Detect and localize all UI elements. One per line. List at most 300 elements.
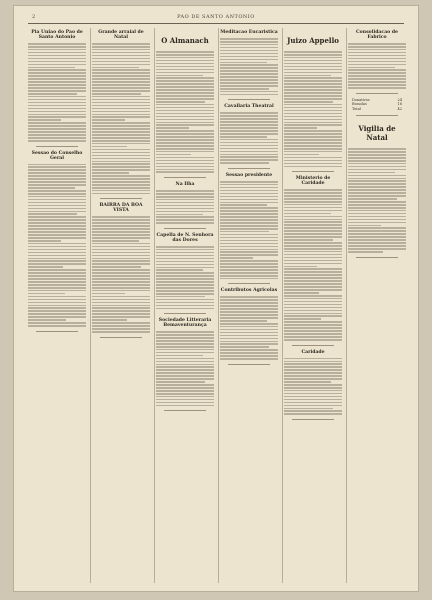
section-heading: Pia Uniao do Pao de Santo Antonio (31, 30, 83, 40)
text-line (156, 127, 189, 129)
text-line (220, 308, 278, 310)
text-line (284, 381, 331, 383)
text-line (156, 372, 214, 374)
text-line (156, 214, 203, 216)
text-line (220, 260, 278, 262)
text-line (92, 175, 150, 177)
body-text (92, 43, 150, 194)
text-line (156, 378, 214, 380)
text-line (156, 219, 214, 221)
text-line (220, 118, 278, 120)
text-line (92, 125, 150, 127)
section-heading: Consolidacao de Fabrico (356, 30, 398, 40)
text-line (348, 61, 406, 63)
text-line (92, 161, 150, 163)
text-line (348, 157, 406, 159)
text-line (284, 321, 342, 323)
text-line (28, 290, 86, 292)
text-line (348, 49, 406, 51)
text-line (92, 52, 150, 54)
text-line (284, 399, 342, 401)
text-line (156, 290, 214, 292)
text-line (28, 69, 86, 71)
text-line (220, 246, 278, 248)
text-line (284, 295, 342, 297)
text-line (156, 110, 214, 112)
text-line (284, 292, 319, 294)
text-line (28, 234, 86, 236)
text-line (220, 257, 253, 259)
text-line (220, 263, 278, 265)
text-line (284, 142, 342, 144)
text-line (348, 180, 406, 182)
text-line (92, 222, 150, 224)
section-divider (292, 171, 334, 172)
text-line (28, 169, 86, 171)
text-line (92, 255, 150, 257)
text-line (92, 299, 150, 301)
text-line (284, 133, 342, 135)
text-line (220, 338, 278, 340)
text-line (156, 122, 214, 124)
text-line (284, 221, 342, 223)
text-line (156, 361, 214, 363)
body-text (92, 216, 150, 332)
text-line (92, 114, 150, 116)
text-line (284, 393, 342, 395)
text-line (156, 116, 214, 118)
text-line (156, 222, 214, 224)
body-text (156, 331, 214, 406)
text-line (284, 66, 342, 68)
section-heading: Sessao do Conselho Geral (31, 150, 83, 161)
text-line (156, 124, 214, 126)
text-line (284, 63, 342, 65)
text-line (284, 86, 342, 88)
text-line (348, 69, 406, 71)
text-line (284, 378, 342, 380)
text-line (92, 328, 150, 330)
text-line (220, 127, 278, 129)
text-line (284, 268, 342, 270)
text-line (284, 339, 342, 341)
text-line (156, 101, 205, 103)
text-line (348, 213, 406, 215)
text-line (284, 390, 342, 392)
text-line (348, 160, 406, 162)
text-line (28, 181, 86, 183)
text-line (220, 213, 278, 215)
text-line (284, 315, 342, 317)
text-line (28, 260, 86, 262)
text-column (92, 28, 150, 583)
text-line (284, 98, 342, 100)
text-line (92, 331, 150, 333)
text-line (284, 207, 342, 209)
text-line (284, 127, 317, 129)
section-divider (292, 419, 334, 420)
text-line (284, 57, 342, 59)
text-line (156, 275, 214, 277)
text-line (28, 319, 66, 321)
text-line (220, 296, 278, 298)
text-line (284, 224, 342, 226)
text-line (28, 255, 86, 257)
text-line (28, 178, 86, 180)
text-line (28, 55, 86, 57)
section-heading: Sessao presidente (225, 172, 273, 178)
text-line (28, 325, 86, 327)
text-line (220, 219, 278, 221)
text-line (284, 116, 342, 118)
body-text (156, 51, 214, 173)
text-line (28, 205, 86, 207)
text-line (28, 225, 86, 227)
text-line (284, 251, 342, 253)
text-line (348, 183, 406, 185)
text-line (156, 160, 214, 162)
text-line (92, 122, 150, 124)
text-line (284, 89, 342, 91)
text-line (28, 52, 86, 54)
text-line (220, 154, 278, 156)
text-line (220, 62, 267, 64)
section-divider (164, 228, 206, 229)
text-line (220, 202, 278, 204)
text-line (28, 125, 86, 127)
text-line (220, 136, 267, 138)
text-line (28, 131, 86, 133)
text-line (348, 219, 406, 221)
text-line (348, 195, 406, 197)
text-line (348, 169, 406, 171)
section-divider (228, 168, 270, 169)
section-divider (36, 331, 78, 332)
text-line (156, 119, 214, 121)
text-line (156, 287, 214, 289)
text-line (92, 128, 150, 130)
text-line (284, 195, 342, 197)
text-line (92, 307, 150, 309)
text-line (156, 405, 214, 407)
text-line (28, 246, 86, 248)
text-line (92, 137, 150, 139)
text-line (220, 85, 278, 87)
body-text (284, 358, 342, 415)
text-line (220, 50, 278, 52)
text-line (28, 64, 86, 66)
text-line (156, 387, 214, 389)
text-line (156, 299, 214, 301)
text-line (284, 333, 342, 335)
text-line (220, 343, 278, 345)
text-line (284, 289, 342, 291)
section-divider (356, 93, 398, 94)
text-line (156, 346, 214, 348)
text-line (348, 84, 406, 86)
text-line (28, 114, 86, 116)
page-number: 2 (32, 14, 36, 20)
text-line (220, 323, 278, 325)
text-line (348, 75, 406, 77)
text-line (92, 246, 150, 248)
section-heading: Capella de N. Senhora das Dores (156, 232, 214, 243)
section-heading: Sociedade Litteraria Bemaventurança (158, 318, 212, 329)
text-line (28, 96, 86, 98)
text-line (220, 225, 278, 227)
text-line (220, 320, 267, 322)
text-line (92, 105, 150, 107)
text-line (156, 202, 214, 204)
text-line (156, 154, 191, 156)
column-rule (218, 28, 219, 583)
text-line (156, 261, 214, 263)
section-divider (356, 257, 398, 258)
text-line (284, 304, 342, 306)
text-line (220, 228, 278, 230)
section-heading: Meditacao Eucaristica (220, 30, 278, 35)
text-line (220, 47, 278, 49)
text-line (28, 266, 63, 268)
text-line (284, 151, 342, 153)
text-line (220, 335, 278, 337)
text-line (284, 330, 342, 332)
text-line (92, 78, 150, 80)
text-line (284, 54, 342, 56)
text-line (284, 366, 342, 368)
text-line (348, 151, 406, 153)
text-line (92, 87, 150, 89)
text-line (156, 199, 214, 201)
text-line (156, 216, 214, 218)
text-line (284, 280, 342, 282)
text-line (92, 116, 150, 118)
text-line (92, 319, 127, 321)
text-line (28, 43, 86, 45)
data-table (348, 98, 406, 112)
text-line (92, 281, 150, 283)
text-line (28, 72, 86, 74)
text-line (220, 187, 278, 189)
table-cell: 18 (397, 102, 402, 107)
text-line (92, 290, 150, 292)
text-line (284, 310, 342, 312)
text-line (156, 272, 214, 274)
text-line (348, 233, 406, 235)
text-line (92, 178, 150, 180)
text-line (92, 108, 150, 110)
section-divider (356, 115, 398, 116)
text-line (220, 231, 269, 233)
text-line (28, 128, 86, 130)
text-line (156, 75, 203, 77)
text-line (156, 364, 214, 366)
text-line (156, 104, 214, 106)
text-line (28, 272, 86, 274)
text-line (220, 184, 278, 186)
text-line (92, 55, 150, 57)
text-line (92, 155, 150, 157)
text-line (156, 66, 214, 68)
text-line (284, 324, 342, 326)
text-line (92, 67, 139, 69)
section-heading: Contributos Agricolas (220, 288, 278, 294)
body-text (220, 112, 278, 164)
text-line (284, 286, 342, 288)
text-line (284, 139, 342, 141)
text-line (156, 60, 214, 62)
text-line (156, 95, 214, 97)
text-line (92, 237, 150, 239)
text-line (220, 91, 278, 93)
body-text (156, 246, 214, 309)
text-line (284, 83, 342, 85)
text-line (92, 93, 141, 95)
text-line (156, 305, 214, 307)
text-line (28, 284, 86, 286)
text-line (92, 140, 150, 142)
text-line (92, 258, 150, 260)
text-line (92, 296, 150, 298)
text-line (220, 44, 278, 46)
text-line (220, 332, 278, 334)
text-line (348, 230, 406, 232)
text-line (156, 205, 214, 207)
text-line (28, 219, 86, 221)
text-line (92, 158, 150, 160)
text-line (156, 246, 214, 248)
text-line (156, 278, 214, 280)
text-line (156, 190, 214, 192)
text-line (28, 175, 86, 177)
text-line (92, 231, 150, 233)
text-line (28, 166, 86, 168)
text-line (156, 142, 214, 144)
text-line (156, 166, 214, 168)
text-line (28, 299, 86, 301)
body-text (156, 190, 214, 224)
text-line (92, 184, 150, 186)
text-line (28, 278, 86, 280)
text-line (28, 102, 86, 104)
text-line (156, 393, 214, 395)
text-line (92, 61, 150, 63)
text-line (220, 216, 278, 218)
text-line (92, 252, 150, 254)
text-line (348, 172, 395, 174)
text-column (28, 28, 86, 583)
section-divider (100, 198, 142, 199)
text-line (348, 239, 406, 241)
text-line (92, 46, 150, 48)
text-line (284, 263, 342, 265)
text-line (28, 258, 86, 260)
text-line (220, 207, 278, 209)
table-row (348, 107, 406, 112)
text-line (156, 349, 214, 351)
text-line (28, 75, 86, 77)
text-line (220, 121, 278, 123)
text-line (92, 84, 150, 86)
text-line (284, 145, 342, 147)
text-line (28, 172, 86, 174)
text-line (156, 258, 214, 260)
text-line (92, 234, 150, 236)
text-line (28, 90, 86, 92)
text-line (220, 358, 278, 360)
section-heading: Na Ilha (175, 182, 195, 188)
text-line (28, 84, 86, 86)
text-line (92, 131, 150, 133)
text-line (220, 234, 278, 236)
section-divider (292, 345, 334, 346)
text-line (220, 317, 278, 319)
text-line (92, 64, 150, 66)
text-line (348, 67, 395, 69)
text-line (92, 272, 150, 274)
text-line (284, 154, 319, 156)
text-line (92, 193, 150, 195)
text-line (92, 75, 150, 77)
text-line (284, 233, 342, 235)
text-line (28, 252, 86, 254)
text-line (284, 60, 342, 62)
text-line (284, 119, 342, 121)
text-line (284, 361, 342, 363)
text-line (220, 355, 278, 357)
text-line (220, 240, 278, 242)
table-cell: Esmolas (352, 102, 367, 107)
text-line (284, 277, 342, 279)
text-line (284, 189, 342, 191)
text-line (28, 116, 86, 118)
section-heading: O Almanach (161, 36, 209, 45)
text-line (220, 82, 278, 84)
text-line (220, 64, 278, 66)
text-line (284, 236, 342, 238)
text-line (28, 87, 86, 89)
text-line (28, 58, 86, 60)
text-line (284, 327, 342, 329)
text-line (156, 366, 214, 368)
text-line (92, 99, 150, 101)
text-line (284, 274, 342, 276)
text-line (28, 78, 86, 80)
text-line (220, 329, 278, 331)
text-line (28, 164, 86, 166)
text-line (220, 38, 278, 40)
text-line (284, 201, 342, 203)
text-line (92, 102, 150, 104)
text-line (92, 90, 150, 92)
text-line (156, 171, 214, 173)
text-line (28, 61, 86, 63)
text-line (284, 101, 333, 103)
text-line (92, 146, 127, 148)
text-line (92, 313, 150, 315)
text-line (284, 384, 342, 386)
text-line (284, 410, 342, 412)
text-line (156, 86, 214, 88)
text-line (284, 405, 342, 407)
text-line (284, 254, 342, 256)
text-line (28, 202, 86, 204)
text-line (92, 69, 150, 71)
column-rule (90, 28, 91, 583)
text-line (220, 199, 278, 201)
text-line (92, 49, 150, 51)
section-heading: BAIRRA DA BOA VISTA (99, 203, 143, 214)
